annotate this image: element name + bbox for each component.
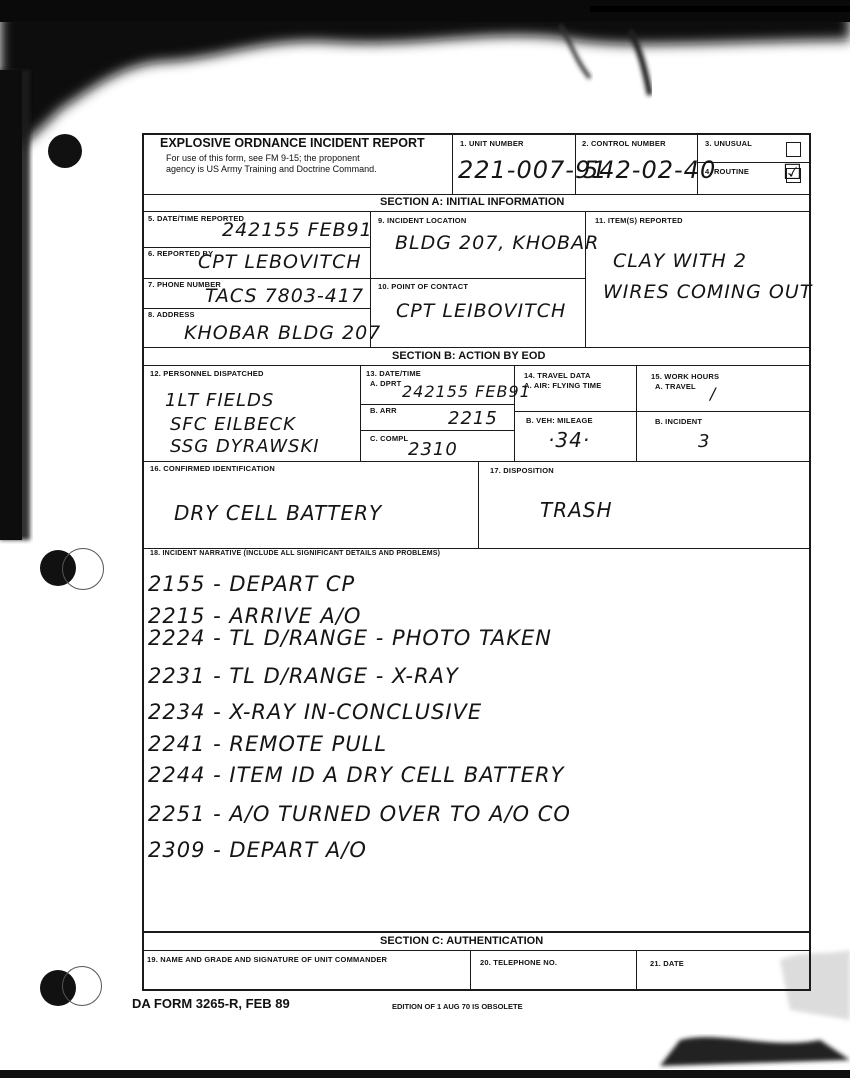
punch-hole-middle-ring bbox=[62, 548, 104, 590]
section-c-title: SECTION C: AUTHENTICATION bbox=[380, 935, 544, 947]
col-c-2 bbox=[636, 950, 637, 991]
telephone-label: 20. TELEPHONE NO. bbox=[480, 958, 558, 967]
punch-hole-top bbox=[48, 134, 82, 168]
narrative-line: 2251 - A/O TURNED OVER TO A/O CO bbox=[148, 802, 571, 826]
unit-number-label: 1. UNIT NUMBER bbox=[460, 139, 524, 148]
work-hours-label: 15. WORK HOURS bbox=[651, 372, 720, 381]
unusual-label: 3. UNUSUAL bbox=[705, 139, 753, 148]
unit-number-value: 221-007-91 bbox=[458, 156, 608, 184]
compl-label: C. COMPL bbox=[370, 434, 409, 443]
routine-label: 4. ROUTINE bbox=[705, 167, 750, 176]
work-hours-travel-value: / bbox=[710, 384, 717, 403]
narrative-line: 2224 - TL D/RANGE - PHOTO TAKEN bbox=[148, 626, 552, 650]
form-identifier: DA FORM 3265-R, FEB 89 bbox=[132, 996, 290, 1011]
address-value: KHOBAR BLDG 207 bbox=[184, 322, 382, 344]
unusual-checkbox[interactable] bbox=[786, 142, 801, 157]
punch-hole-bottom-ring bbox=[62, 966, 102, 1006]
commander-name-label: 19. NAME AND GRADE AND SIGNATURE OF UNIT COMMANDER bbox=[147, 955, 388, 964]
arr-label: B. ARR bbox=[370, 406, 397, 415]
rule-a-left-1 bbox=[142, 247, 370, 248]
address-label: 8. ADDRESS bbox=[148, 310, 195, 319]
routine-check-mark: ☑ bbox=[783, 161, 802, 184]
work-hours-incident-value: 3 bbox=[698, 431, 711, 452]
confirmed-id-value: DRY CELL BATTERY bbox=[174, 501, 383, 525]
rule-header-bottom bbox=[142, 194, 811, 195]
reported-by-label: 6. REPORTED BY bbox=[148, 249, 214, 258]
point-of-contact-label: 10. POINT OF CONTACT bbox=[378, 282, 469, 291]
reported-by-value: CPT LEBOVITCH bbox=[198, 251, 362, 273]
col-b-1 bbox=[360, 365, 361, 461]
rule-b-13b bbox=[360, 430, 514, 431]
rule-b-13a bbox=[360, 404, 514, 405]
rule-section-a bbox=[142, 211, 811, 212]
rule-b-16 bbox=[142, 461, 811, 462]
col-b-2 bbox=[514, 365, 515, 461]
rule-b-14 bbox=[514, 411, 636, 412]
rule-a-left-3 bbox=[142, 308, 370, 309]
confirmed-id-label: 16. CONFIRMED IDENTIFICATION bbox=[150, 464, 276, 473]
date-label: 21. DATE bbox=[650, 959, 684, 968]
phone-number-value: TACS 7803-417 bbox=[205, 285, 365, 307]
personnel-dispatched-label: 12. PERSONNEL DISPATCHED bbox=[150, 369, 264, 378]
control-number-label: 2. CONTROL NUMBER bbox=[582, 139, 666, 148]
form-title: EXPLOSIVE ORDNANCE INCIDENT REPORT bbox=[160, 136, 425, 150]
personnel-2: SFC EILBECK bbox=[170, 414, 296, 435]
work-hours-incident-label: B. INCIDENT bbox=[655, 417, 703, 426]
narrative-line: 2231 - TL D/RANGE - X-RAY bbox=[148, 664, 459, 688]
travel-data-label: 14. TRAVEL DATA bbox=[524, 371, 591, 380]
col-header-1 bbox=[452, 133, 453, 194]
veh-mileage-label: B. VEH: MILEAGE bbox=[526, 416, 593, 425]
incident-location-label: 9. INCIDENT LOCATION bbox=[378, 216, 467, 225]
work-hours-travel-label: A. TRAVEL bbox=[655, 382, 696, 391]
narrative-line: 2241 - REMOTE PULL bbox=[148, 732, 388, 756]
arr-value: 2215 bbox=[448, 408, 498, 429]
phone-number-label: 7. PHONE NUMBER bbox=[148, 280, 222, 289]
items-reported-line1: CLAY WITH 2 bbox=[613, 250, 747, 272]
items-reported-label: 11. ITEM(S) REPORTED bbox=[595, 216, 683, 225]
section-a-title: SECTION A: INITIAL INFORMATION bbox=[380, 196, 565, 208]
dprt-label: A. DPRT bbox=[370, 379, 402, 388]
datetime-reported-label: 5. DATE/TIME REPORTED bbox=[148, 214, 245, 223]
personnel-3: SSG DYRAWSKI bbox=[170, 436, 320, 457]
compl-value: 2310 bbox=[408, 439, 458, 460]
narrative-line: 2155 - DEPART CP bbox=[148, 572, 356, 596]
veh-mileage-value: ·34· bbox=[548, 428, 591, 452]
rule-section-c-title bbox=[142, 950, 811, 951]
col-c-1 bbox=[470, 950, 471, 991]
disposition-value: TRASH bbox=[540, 498, 613, 522]
narrative-line: 2244 - ITEM ID A DRY CELL BATTERY bbox=[148, 763, 565, 787]
col-b-16-17 bbox=[478, 461, 479, 548]
datetime-label: 13. DATE/TIME bbox=[366, 369, 421, 378]
col-b-3 bbox=[636, 365, 637, 461]
rule-b-15 bbox=[636, 411, 811, 412]
rule-b-18 bbox=[142, 548, 811, 549]
narrative-line: 2234 - X-RAY IN-CONCLUSIVE bbox=[148, 700, 483, 724]
rule-section-b bbox=[142, 365, 811, 366]
rule-a-mid bbox=[370, 278, 585, 279]
control-number-value: 542-02-40 bbox=[583, 156, 717, 184]
datetime-reported-value: 242155 FEB91 bbox=[222, 219, 373, 241]
point-of-contact-value: CPT LEIBOVITCH bbox=[396, 300, 567, 322]
narrative-line: 2309 - DEPART A/O bbox=[148, 838, 367, 862]
dprt-value: 242155 FEB91 bbox=[402, 382, 531, 401]
rule-a-left-2 bbox=[142, 278, 370, 279]
narrative-line: 2215 - ARRIVE A/O bbox=[148, 604, 362, 628]
edition-note: EDITION OF 1 AUG 70 IS OBSOLETE bbox=[392, 1002, 523, 1011]
incident-location-value: BLDG 207, KHOBAR bbox=[395, 232, 600, 254]
incident-narrative-label: 18. INCIDENT NARRATIVE (INCLUDE ALL SIGNIFICANT DETAILS AND PROBLEMS) bbox=[150, 550, 441, 557]
form-subtitle-line1: For use of this form, see FM 9-15; the proponent bbox=[166, 153, 360, 163]
form-subtitle-line2: agency is US Army Training and Doctrine Command. bbox=[166, 164, 377, 174]
disposition-label: 17. DISPOSITION bbox=[490, 466, 554, 475]
rule-section-b-top bbox=[142, 347, 811, 348]
personnel-1: 1LT FIELDS bbox=[165, 390, 275, 411]
items-reported-line2: WIRES COMING OUT bbox=[603, 281, 813, 303]
section-b-title: SECTION B: ACTION BY EOD bbox=[392, 350, 546, 362]
air-flying-time-label: A. AIR: FLYING TIME bbox=[524, 381, 602, 390]
